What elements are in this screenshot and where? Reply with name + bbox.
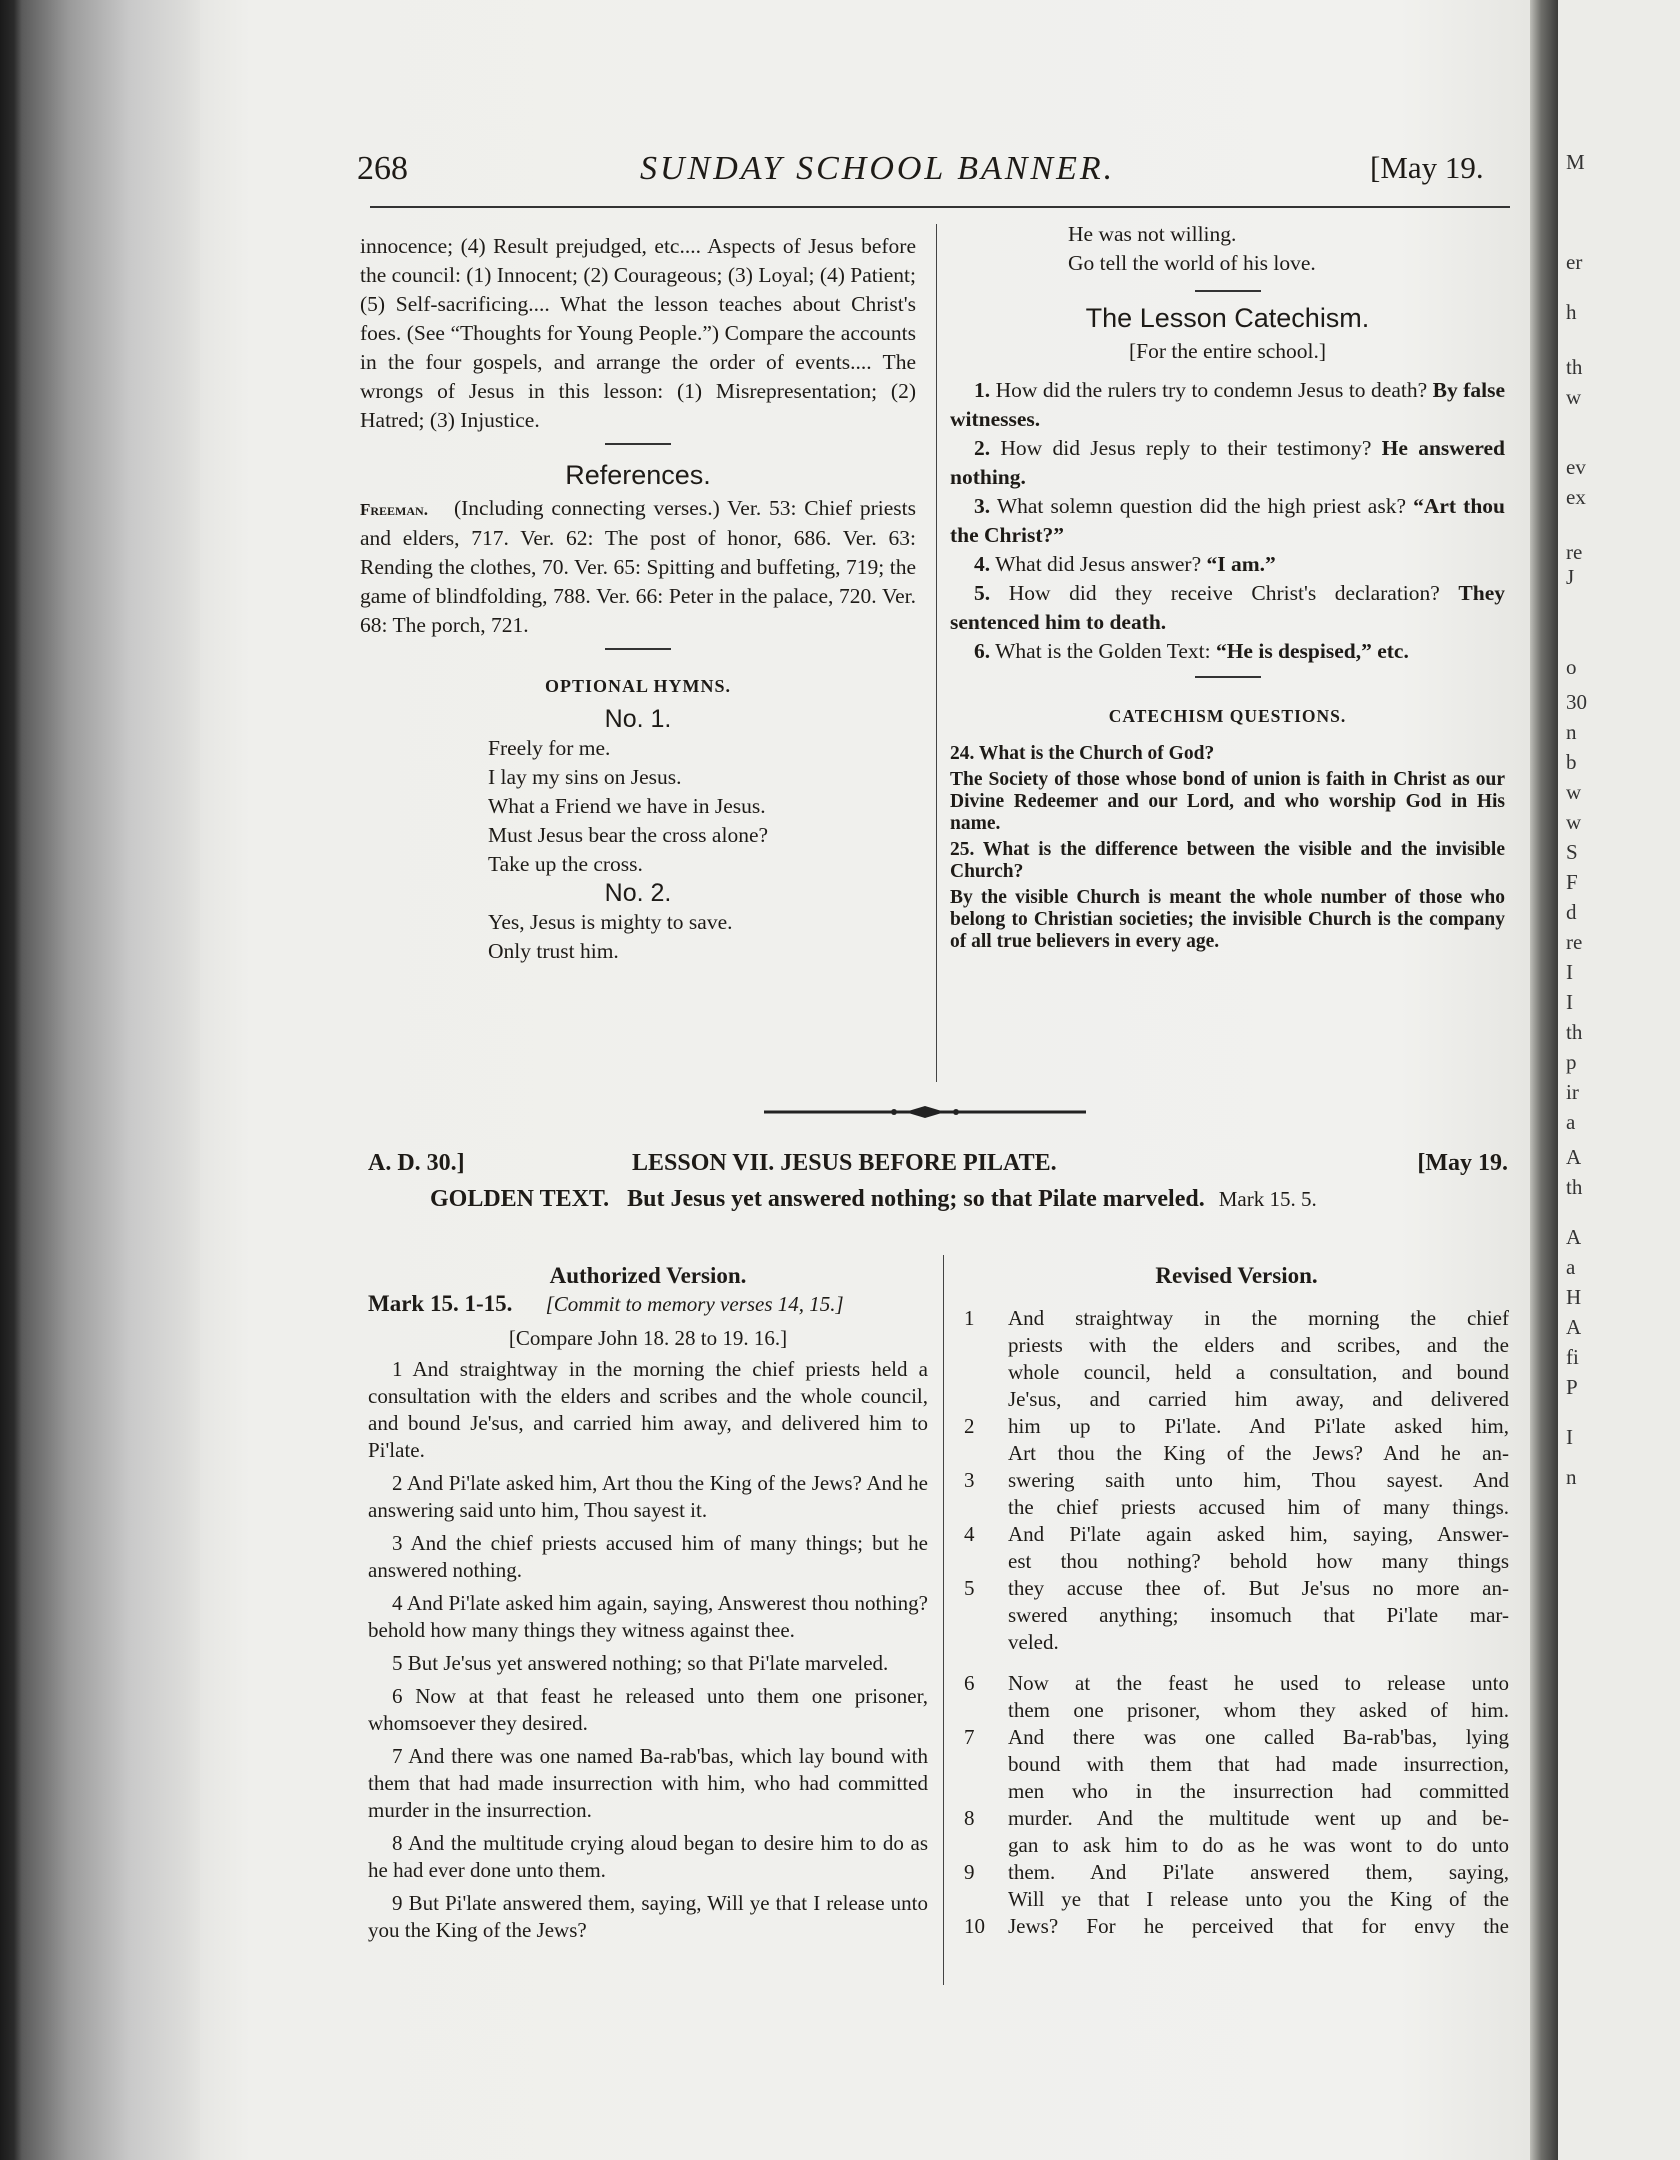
- authorized-verse: 1 And straightway in the morning the chief priests held a consultation with the elders and scribes and the whole council, and bound Je'sus, and carried him away, and delivered him to Pi'late.: [368, 1357, 928, 1462]
- next-page-fragment: [1558, 0, 1680, 2160]
- lesson-catechism-list: [950, 376, 1505, 666]
- revised-line: [964, 1913, 1509, 1940]
- revised-line: [964, 1859, 1509, 1886]
- next-page-text: b: [1566, 750, 1577, 774]
- next-page-text: n: [1566, 720, 1577, 744]
- next-page-text: J: [1566, 565, 1575, 589]
- verse-text: And straightway in the morning the chief: [1008, 1306, 1509, 1330]
- verse-text: Je'sus, and carried him away, and delivered: [1008, 1387, 1509, 1411]
- revised-line: [964, 1467, 1509, 1494]
- optional-hymns-heading: OPTIONAL HYMNS.: [544, 676, 732, 696]
- next-page-text: w: [1566, 810, 1582, 834]
- catechism-item: [950, 550, 1505, 579]
- next-page-text: H: [1566, 1285, 1582, 1309]
- catechism-questions: [950, 743, 1505, 953]
- next-page-text: n: [1566, 1465, 1577, 1489]
- catechism-question: What is the Golden Text:: [995, 639, 1211, 663]
- verse-line: Go tell the world of his love.: [1068, 251, 1316, 275]
- revised-line: [964, 1359, 1509, 1386]
- ornamental-divider: [762, 1104, 1088, 1120]
- hymn-item: Must Jesus bear the cross alone?: [488, 823, 769, 847]
- catechism-question: How did Jesus reply to their testimony?: [1000, 436, 1372, 460]
- revised-line: [964, 1332, 1509, 1359]
- revised-line: [964, 1440, 1509, 1467]
- catechism-answer: By false witnesses.: [950, 378, 1506, 431]
- next-page-text: th: [1566, 1175, 1583, 1199]
- authorized-verse: 5 But Je'sus yet answered nothing; so that Pi'late marveled.: [392, 1651, 889, 1675]
- references-text: [360, 494, 916, 640]
- authorized-heading: Authorized Version.: [549, 1263, 747, 1288]
- lesson-date: [May 19.: [1417, 1150, 1508, 1176]
- commit-note: [Commit to memory verses 14, 15.]: [545, 1292, 844, 1316]
- catechism-item: [950, 492, 1505, 550]
- verse-text: veled.: [1008, 1630, 1059, 1654]
- verse-number: 4: [964, 1522, 975, 1546]
- intro-paragraph: innocence; (4) Result prejudged, etc.... Aspects of Jesus before the council: (1) Innocent; (2) Courageous; (3) Loyal; (4) Patient; (5) Self-sacrificing.... What the lesson teaches about Christ's foes. (See “Thoughts for Young People.”) Compare the accounts in the four gospels, and arrange the order of events.... The wrongs of Jesus in this lesson: (1) Misrepresentation; (2) Hatred; (3) Injustice.: [360, 234, 916, 432]
- verse-text: Will ye that I release unto you the King of the: [1008, 1887, 1509, 1911]
- next-page-text: I: [1566, 1425, 1573, 1449]
- next-page-text: o: [1566, 655, 1577, 679]
- golden-text: [430, 1186, 1460, 1213]
- revised-version: [964, 1262, 1509, 1940]
- verse-text: Jews? For he perceived that for envy the: [1008, 1914, 1509, 1938]
- next-page-text: A: [1566, 1315, 1582, 1339]
- revised-line: [964, 1386, 1509, 1413]
- hymn-verse-end: [1068, 220, 1505, 278]
- catechism-answer: They sentenced him to death.: [950, 581, 1506, 634]
- revised-line: [964, 1778, 1509, 1805]
- verse-number: 3: [964, 1468, 975, 1492]
- revised-line: [964, 1494, 1509, 1521]
- freeman-label: Freeman.: [360, 500, 428, 519]
- next-page-text: th: [1566, 355, 1583, 379]
- verse-text: bound with them that had made insurrection,: [1008, 1752, 1509, 1776]
- golden-text-ref: Mark 15. 5.: [1218, 1187, 1317, 1211]
- catechism-number: 3.: [974, 494, 991, 518]
- verse-text: them one prisoner, whom they asked of him.: [1008, 1698, 1509, 1722]
- next-page-text: ev: [1566, 455, 1586, 479]
- verse-text: they accuse thee of. But Je'sus no more an-: [1008, 1576, 1509, 1600]
- catechism-number: 2.: [974, 436, 991, 460]
- catechism-question: How did the rulers try to condemn Jesus to death?: [995, 378, 1428, 402]
- next-page-text: A: [1566, 1225, 1582, 1249]
- authorized-verse: 8 And the multitude crying aloud began to desire him to do as he had ever done unto them.: [368, 1831, 928, 1882]
- header-date: [May 19.: [1370, 150, 1484, 185]
- verse-text: him up to Pi'late. And Pi'late asked him,: [1008, 1414, 1509, 1438]
- revised-line: [964, 1832, 1509, 1859]
- catechism-question: What did Jesus answer?: [995, 552, 1202, 576]
- next-page-text: A: [1566, 1145, 1582, 1169]
- revised-line: [964, 1697, 1509, 1724]
- verse-text: whole council, held a consultation, and bound: [1008, 1360, 1509, 1384]
- next-page-text: re: [1566, 540, 1583, 564]
- next-page-text: F: [1566, 870, 1578, 894]
- revised-verses-2: [964, 1670, 1509, 1940]
- revised-line: [964, 1575, 1509, 1602]
- next-page-text: I: [1566, 990, 1573, 1014]
- catechism-number: 6.: [974, 639, 991, 663]
- catechism-item: [950, 376, 1505, 434]
- catechism-item: [950, 637, 1505, 666]
- hymn-list-1: [488, 734, 916, 879]
- catechism-answer: “Art thou the Christ?”: [950, 494, 1506, 547]
- verse-text: men who in the insurrection had committed: [1008, 1779, 1509, 1803]
- next-page-text: P: [1566, 1375, 1578, 1399]
- catechism-answer: “I am.”: [1206, 552, 1276, 576]
- revised-line: [964, 1521, 1509, 1548]
- verse-number: 2: [964, 1414, 975, 1438]
- next-page-text: re: [1566, 930, 1583, 954]
- verse-text: gan to ask him to do as he was wont to do unto: [1008, 1833, 1509, 1857]
- answer-24: The Society of those whose bond of union is faith in Christ as our Divine Redeemer and our Lord, and who worship God in His name.: [950, 769, 1505, 834]
- authorized-verse: 4 And Pi'late asked him again, saying, Answerest thou nothing? behold how many things they witness against thee.: [368, 1591, 928, 1642]
- catechism-questions-heading: CATECHISM QUESTIONS.: [1108, 706, 1347, 726]
- next-page-text: p: [1566, 1050, 1577, 1074]
- section-divider: [605, 648, 671, 650]
- next-page-text: S: [1566, 840, 1578, 864]
- revised-verses-1: [964, 1305, 1509, 1656]
- hymn-item: Only trust him.: [488, 939, 619, 963]
- section-divider: [605, 443, 671, 445]
- catechism-item: [950, 434, 1505, 492]
- verse-number: 9: [964, 1860, 975, 1884]
- next-page-text: fi: [1566, 1345, 1579, 1369]
- hymn-item: Take up the cross.: [488, 852, 643, 876]
- section-divider: [1195, 290, 1261, 292]
- revised-line: [964, 1629, 1509, 1656]
- next-page-text: 30: [1566, 690, 1587, 714]
- authorized-verse: 3 And the chief priests accused him of many things; but he answered nothing.: [368, 1531, 928, 1582]
- page-gutter: [1530, 0, 1558, 2160]
- catechism-answer: He answered nothing.: [950, 436, 1505, 489]
- next-page-text: er: [1566, 250, 1583, 274]
- catechism-number: 1.: [974, 378, 991, 402]
- catechism-question: What solemn question did the high priest ask?: [996, 494, 1406, 518]
- catechism-number: 5.: [974, 581, 991, 605]
- revised-line: [964, 1886, 1509, 1913]
- next-page-text: h: [1566, 300, 1577, 324]
- golden-text-label: GOLDEN TEXT.: [430, 1186, 610, 1212]
- authorized-verse: 6 Now at that feast he released unto them one prisoner, whomsoever they desired.: [368, 1684, 928, 1735]
- next-page-text: a: [1566, 1110, 1576, 1134]
- authorized-verse: 2 And Pi'late asked him, Art thou the King of the Jews? And he answering said unto him, Thou sayest it.: [368, 1471, 928, 1522]
- next-page-text: w: [1566, 385, 1582, 409]
- header-rule: [370, 206, 1510, 208]
- revised-line: [964, 1805, 1509, 1832]
- verse-number: 7: [964, 1725, 975, 1749]
- hymn-item: Freely for me.: [488, 736, 611, 760]
- verse-text: est thou nothing? behold how many things: [1008, 1549, 1509, 1573]
- lesson-era: A. D. 30.]: [368, 1150, 465, 1176]
- book-spine-edge: [0, 0, 210, 2160]
- hymn-item: Yes, Jesus is mighty to save.: [488, 910, 733, 934]
- authorized-verse: 7 And there was one named Ba-rab'bas, which lay bound with them that had made insurrection with him, who had committed murder in the insurrection.: [368, 1744, 928, 1822]
- question-24: 24. What is the Church of God?: [950, 743, 1215, 764]
- authorized-verses: [368, 1356, 928, 1944]
- verse-text: Art thou the King of the Jews? And he an-: [1008, 1441, 1509, 1465]
- verse-text: the chief priests accused him of many things.: [1008, 1495, 1509, 1519]
- catechism-answer: “He is despised,” etc.: [1215, 639, 1409, 663]
- hymn-item: I lay my sins on Jesus.: [488, 765, 682, 789]
- next-page-text: M: [1566, 150, 1585, 174]
- verse-line: He was not willing.: [1068, 222, 1237, 246]
- authorized-version: [368, 1262, 928, 1950]
- verse-text: Now at the feast he used to release unto: [1008, 1671, 1509, 1695]
- revised-heading: Revised Version.: [1155, 1263, 1318, 1288]
- catechism-number: 4.: [974, 552, 991, 576]
- question-25: 25. What is the difference between the visible and the invisible Church?: [950, 839, 1505, 882]
- golden-text-quote: But Jesus yet answered nothing; so that Pilate marveled.: [627, 1186, 1205, 1212]
- next-page-text: th: [1566, 1020, 1583, 1044]
- next-page-text: w: [1566, 780, 1582, 804]
- running-title: SUNDAY SCHOOL BANNER.: [640, 150, 1116, 187]
- references-heading: References.: [565, 460, 711, 490]
- next-page-text: ex: [1566, 485, 1586, 509]
- scripture-ref: Mark 15. 1-15.: [368, 1291, 513, 1316]
- left-column-top: [360, 232, 916, 966]
- next-page-text: a: [1566, 1255, 1576, 1279]
- lesson-catechism-heading: The Lesson Catechism.: [1085, 303, 1370, 333]
- lesson-title: LESSON VII. JESUS BEFORE PILATE.: [632, 1150, 1057, 1176]
- revised-line: [964, 1724, 1509, 1751]
- column-divider-top: [936, 224, 937, 1082]
- hymn-list-2: [488, 908, 916, 966]
- revised-line: [964, 1670, 1509, 1697]
- authorized-verse: 9 But Pi'late answered them, saying, Will ye that I release unto you the King of the Jews?: [368, 1891, 928, 1942]
- page-number: 268: [357, 150, 408, 187]
- next-page-text: d: [1566, 900, 1577, 924]
- lesson-catechism-subtitle: [For the entire school.]: [1128, 339, 1327, 363]
- right-column-top: [950, 220, 1505, 957]
- verse-number: 8: [964, 1806, 975, 1830]
- revised-line: [964, 1602, 1509, 1629]
- verse-text: And there was one called Ba-rab'bas, lying: [1008, 1725, 1509, 1749]
- next-page-text: I: [1566, 960, 1573, 984]
- revised-line: [964, 1548, 1509, 1575]
- compare-note: [Compare John 18. 28 to 19. 16.]: [508, 1326, 788, 1350]
- verse-text: swered anything; insomuch that Pi'late mar-: [1008, 1603, 1509, 1627]
- answer-25: By the visible Church is meant the whole number of those who belong to Christian societies; the invisible Church is the company of all true believers in every age.: [950, 887, 1505, 952]
- hymn-item: What a Friend we have in Jesus.: [488, 794, 766, 818]
- references-body: (Including connecting verses.) Ver. 53: Chief priests and elders, 717. Ver. 62: The post of honor, 686. Ver. 63: Rending the clothes, 70. Ver. 65: Spitting and buffeting, 719; the game of blindfolding, 788. Ver. 66: Peter in the palace, 720. Ver. 68: The porch, 721.: [360, 496, 916, 637]
- catechism-question: How did they receive Christ's declaration?: [1008, 581, 1440, 605]
- catechism-item: [950, 579, 1505, 637]
- revised-line: [964, 1751, 1509, 1778]
- hymn-no-2: No. 2.: [604, 879, 672, 907]
- verse-text: And Pi'late again asked him, saying, Answer-: [1008, 1522, 1509, 1546]
- verse-text: priests with the elders and scribes, and the: [1008, 1333, 1509, 1357]
- section-divider: [1195, 676, 1261, 678]
- column-divider-bottom: [943, 1255, 944, 1985]
- revised-line: [964, 1413, 1509, 1440]
- verse-text: murder. And the multitude went up and be-: [1008, 1806, 1509, 1830]
- verse-number: 5: [964, 1576, 975, 1600]
- verse-text: them. And Pi'late answered them, saying,: [1008, 1860, 1509, 1884]
- verse-number: 10: [964, 1914, 985, 1938]
- hymn-no-1: No. 1.: [604, 705, 672, 733]
- verse-number: 1: [964, 1306, 975, 1330]
- next-page-text: ir: [1566, 1080, 1579, 1104]
- verse-number: 6: [964, 1671, 975, 1695]
- revised-line: [964, 1305, 1509, 1332]
- verse-text: swering saith unto him, Thou sayest. And: [1008, 1468, 1509, 1492]
